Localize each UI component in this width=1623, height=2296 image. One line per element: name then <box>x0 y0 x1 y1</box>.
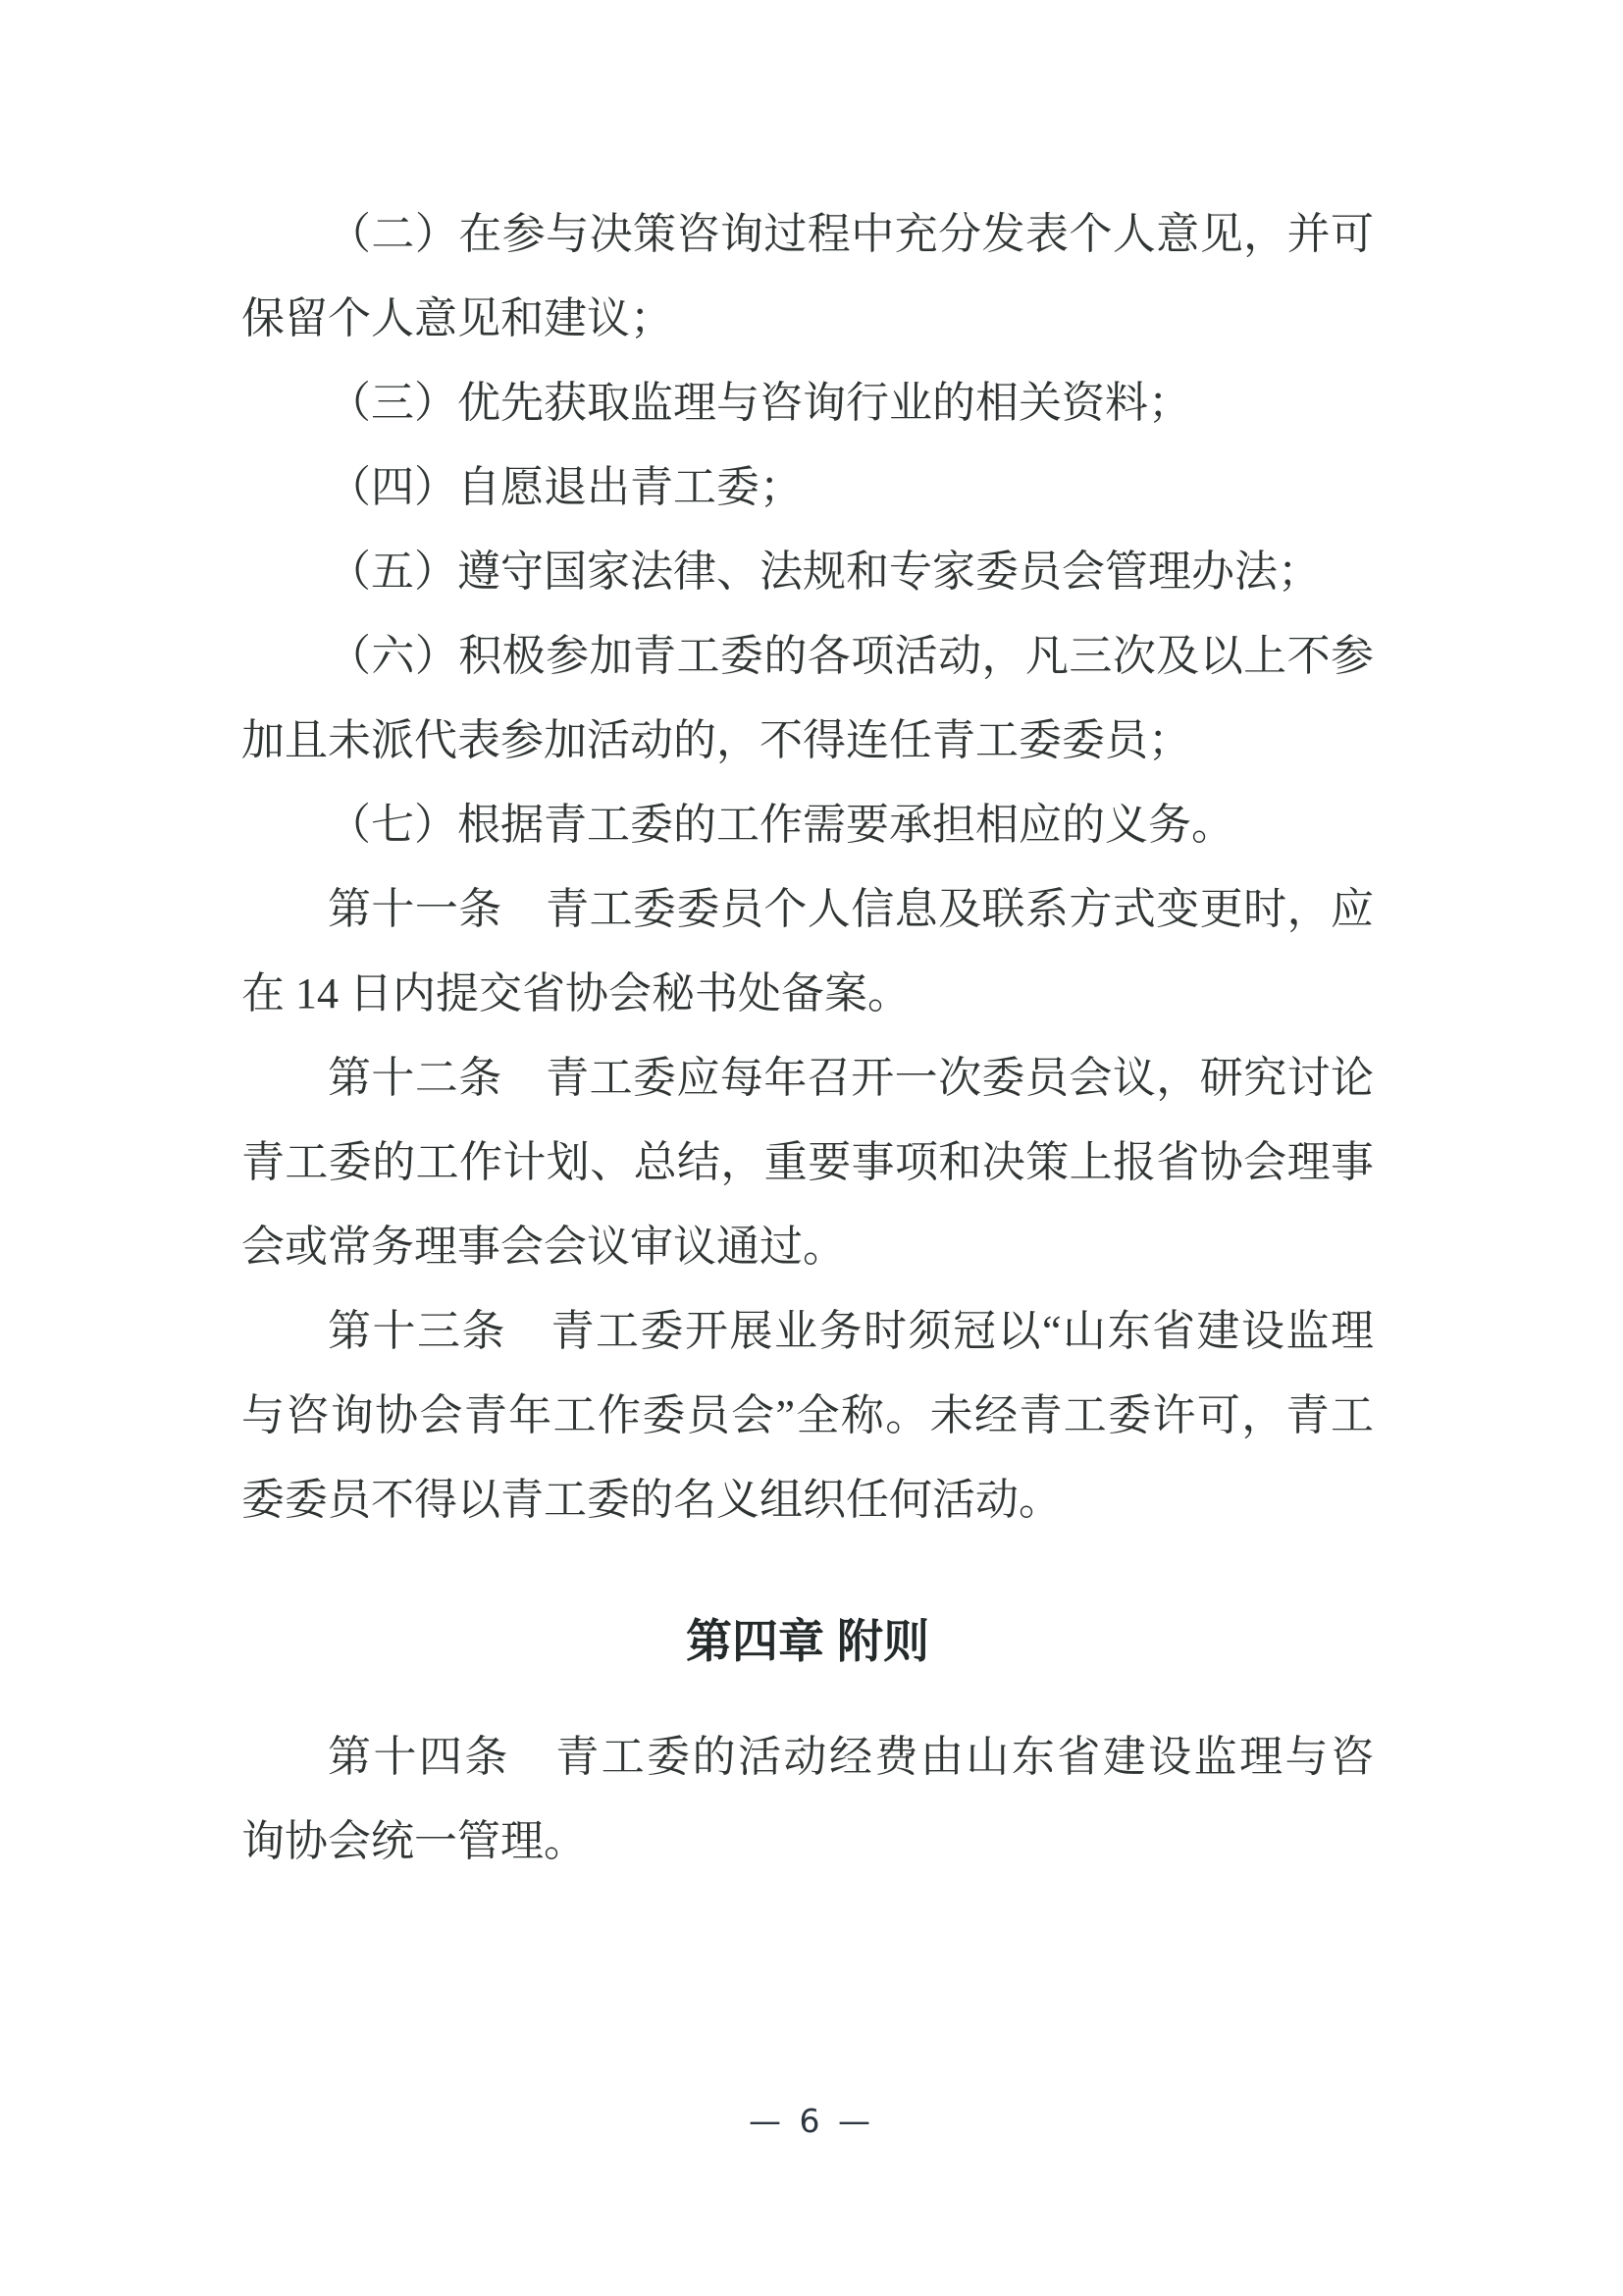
document-line: （六）积极参加青工委的各项活动，凡三次及以上不参 <box>328 632 1374 680</box>
document-line: 青工委的工作计划、总结，重要事项和决策上报省协会理事 <box>241 1138 1374 1186</box>
document-line: 第十二条 青工委应每年召开一次委员会议，研究讨论 <box>328 1054 1374 1102</box>
document-line: （二）在参与决策咨询过程中充分发表个人意见，并可 <box>328 210 1374 258</box>
chapter-heading: 第四章 附则 <box>685 1615 930 1667</box>
document-line: 在 14 日内提交省协会秘书处备案。 <box>241 969 911 1018</box>
document-body <box>241 192 1374 1884</box>
document-line: （五）遵守国家法律、法规和专家委员会管理办法； <box>328 548 1321 596</box>
body-paragraph-lines <box>241 192 1374 1542</box>
document-line: （三）优先获取监理与咨询行业的相关资料； <box>328 379 1191 427</box>
document-line: 第十一条 青工委委员个人信息及联系方式变更时，应 <box>328 885 1374 933</box>
document-line: 第十三条 青工委开展业务时须冠以“山东省建设监理 <box>328 1307 1374 1355</box>
document-line: 会或常务理事会会议审议通过。 <box>241 1223 846 1271</box>
closing-paragraph-lines <box>241 1715 1374 1884</box>
document-line: 加且未派代表参加活动的，不得连任青工委委员； <box>241 716 1191 764</box>
document-line: 询协会统一管理。 <box>241 1817 587 1865</box>
document-line: 与咨询协会青年工作委员会”全称。未经青工委许可，青工 <box>241 1391 1374 1439</box>
document-line: 委委员不得以青工委的名义组织任何活动。 <box>241 1476 1062 1524</box>
page-number: — 6 — <box>749 2102 874 2140</box>
document-line: 第十四条 青工委的活动经费由山东省建设监理与咨 <box>328 1733 1374 1781</box>
document-line: 保留个人意见和建议； <box>241 294 673 342</box>
document-line: （四）自愿退出青工委； <box>328 463 803 511</box>
document-line: （七）根据青工委的工作需要承担相应的义务。 <box>328 801 1234 849</box>
